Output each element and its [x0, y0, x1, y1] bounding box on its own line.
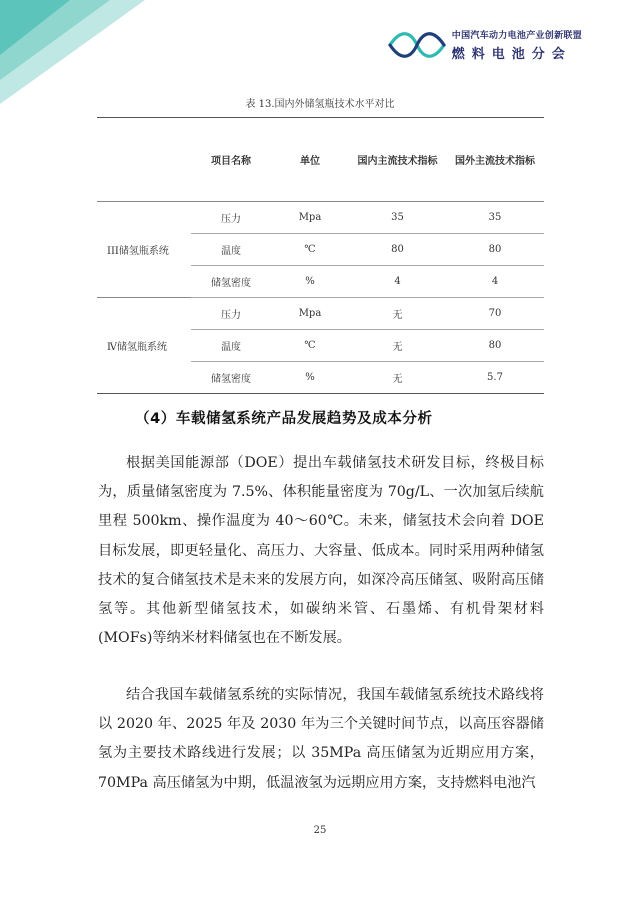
column-header: 国外主流技术指标: [446, 118, 544, 202]
table-header-row: [97, 118, 544, 202]
table-cell: 温度: [191, 330, 271, 362]
body-paragraph: 根据美国能源部（DOE）提出车载储氢技术研发目标，终极目标为，质量储氢密度为 7.5%、体积能量密度为 70g/L、一次加氢后续航里程 500km、操作温度为 40～60℃。未来，储氢技术会向着 DOE 目标发展，即更轻量化、高压力、大容量、低成本。同时采用两种储氢技术的复合储氢技术是未来的发展方向，如深冷高压储氢、吸附高压储氢等。其他新型储氢技术，如碳纳米管、石墨烯、有机骨架材料(MOFs)等纳米材料储氢也在不断发展。: [98, 455, 544, 647]
table-cell: 压力: [191, 202, 271, 234]
table-cell: %: [271, 266, 349, 298]
organization-logo: [388, 28, 582, 62]
table-cell: Mpa: [271, 298, 349, 330]
hydrogen-tank-comparison-table: [97, 117, 544, 394]
table-cell: 80: [349, 234, 446, 266]
table-cell: 4: [349, 266, 446, 298]
table-cell: 80: [446, 330, 544, 362]
column-header: 项目名称: [191, 118, 271, 202]
table-cell: 储氢密度: [191, 266, 271, 298]
section-heading: （4）车载储氢系统产品发展趋势及成本分析: [135, 411, 433, 427]
table-cell: 无: [349, 330, 446, 362]
table-row: [97, 298, 544, 330]
column-header: 国内主流技术指标: [349, 118, 446, 202]
table-cell: 5.7: [446, 362, 544, 394]
group-label: Ⅳ储氢瓶系统: [97, 298, 191, 394]
table-cell: ℃: [271, 234, 349, 266]
table-cell: ℃: [271, 330, 349, 362]
table-row: [97, 202, 544, 234]
table-cell: 储氢密度: [191, 362, 271, 394]
corner-decoration: [0, 0, 145, 104]
logo-branch-name: 燃料电池分会: [451, 47, 572, 62]
table-cell: 70: [446, 298, 544, 330]
table-cell: 温度: [191, 234, 271, 266]
table-cell: 35: [446, 202, 544, 234]
table-cell: 压力: [191, 298, 271, 330]
table-cell: 4: [446, 266, 544, 298]
table-cell: 80: [446, 234, 544, 266]
logo-mark-icon: [388, 32, 446, 58]
logo-org-name: 中国汽车动力电池产业创新联盟: [451, 31, 582, 41]
table-caption: 表 13.国内外储氢瓶技术水平对比: [245, 99, 395, 110]
table-cell: 无: [349, 298, 446, 330]
table-cell: %: [271, 362, 349, 394]
page-number: 25: [313, 825, 327, 836]
table-cell: 35: [349, 202, 446, 234]
group-label: III储氢瓶系统: [97, 202, 191, 298]
header-spacer: [97, 118, 191, 202]
table-cell: Mpa: [271, 202, 349, 234]
table-cell: 无: [349, 362, 446, 394]
column-header: 单位: [271, 118, 349, 202]
body-paragraph: 结合我国车载储氢系统的实际情况，我国车载储氢系统技术路线将以 2020 年、2025 年及 2030 年为三个关键时间节点，以高压容器储氢为主要技术路线进行发展；以 35MPa 高压储氢为近期应用方案，70MPa 高压储氢为中期，低温液氢为远期应用方案，支持燃料电池汽: [98, 687, 544, 791]
